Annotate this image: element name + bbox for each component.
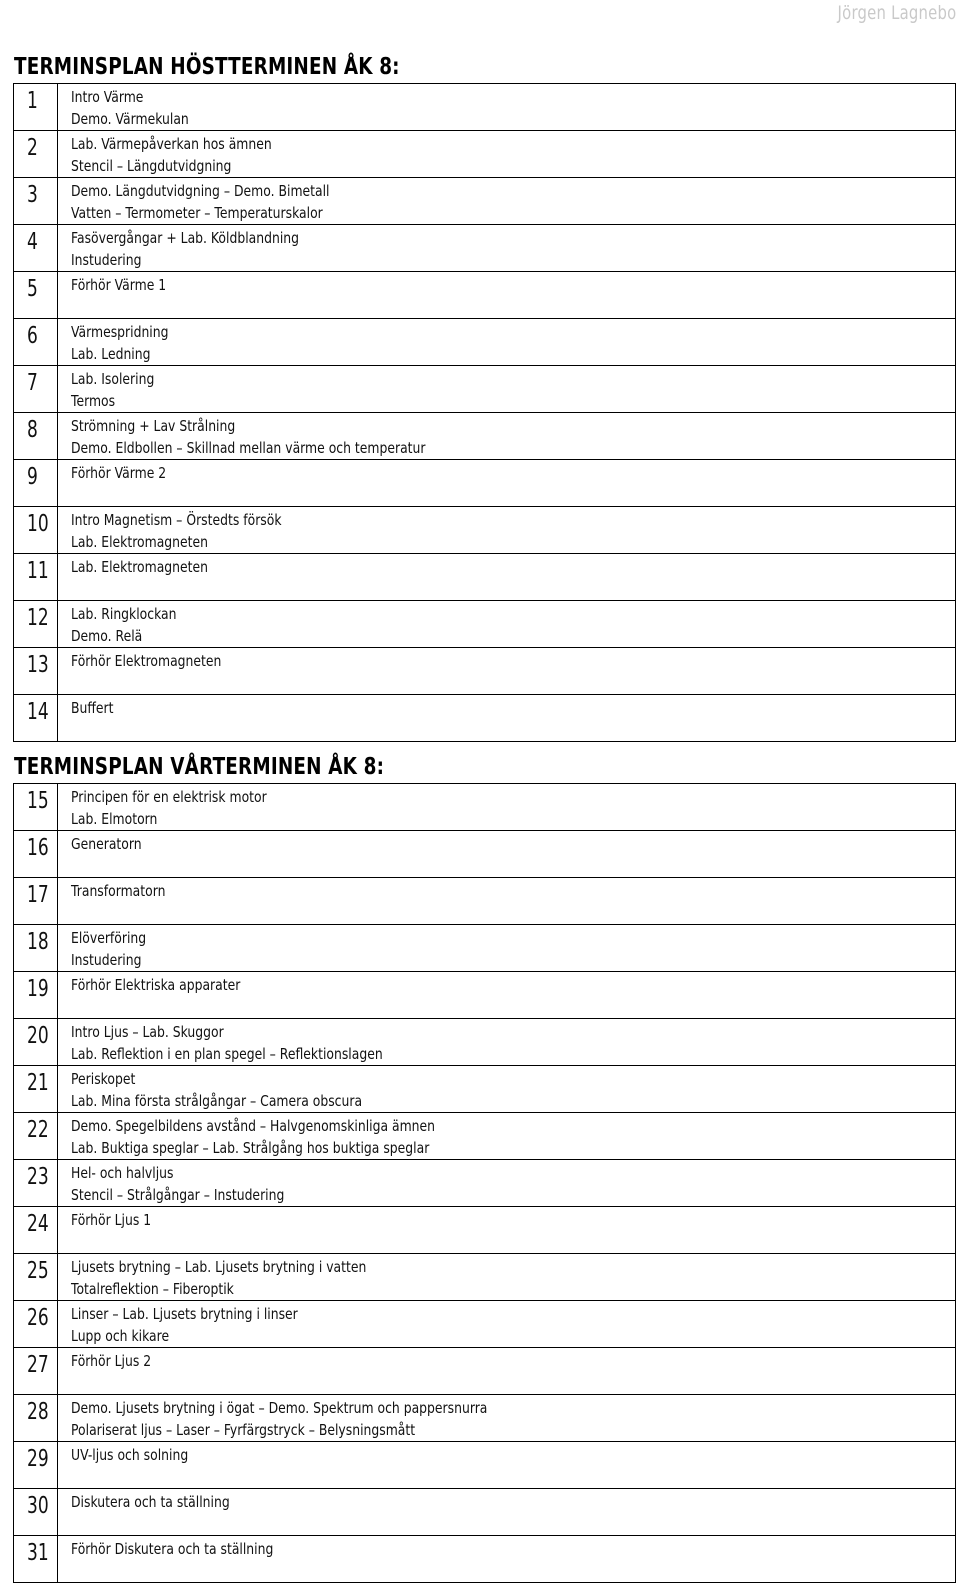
- week-activities: [58, 272, 956, 319]
- activity-line: Intro Magnetism – Örstedts försök: [71, 511, 282, 529]
- week-activities: [58, 1113, 956, 1160]
- activity-line: [71, 1466, 778, 1488]
- activity-line: Instudering: [71, 251, 142, 269]
- activity-line: [71, 672, 778, 694]
- week-number: [14, 366, 58, 413]
- week-number-text: 18: [27, 929, 49, 955]
- activity-line: [71, 296, 778, 318]
- activity-line: Förhör Elektromagneten: [71, 652, 222, 670]
- activity-line: UV-ljus och solning: [71, 1446, 189, 1464]
- activity-line: Buffert: [71, 699, 114, 717]
- week-number-text: 24: [27, 1211, 49, 1237]
- week-row: [14, 507, 956, 554]
- week-row: [14, 1301, 956, 1348]
- week-activities: [58, 1254, 956, 1301]
- week-number: [14, 601, 58, 648]
- week-number-text: 13: [27, 652, 49, 678]
- week-row: [14, 460, 956, 507]
- week-activities: [58, 1395, 956, 1442]
- week-number: [14, 925, 58, 972]
- week-activities: [58, 131, 956, 178]
- activity-line: Intro Värme: [71, 88, 144, 106]
- week-number-text: 17: [27, 882, 49, 908]
- activity-line: Vatten – Termometer – Temperaturskalor: [71, 204, 323, 222]
- week-activities: [58, 1301, 956, 1348]
- week-activities: [58, 784, 956, 831]
- activity-line: Lab. Ringklockan: [71, 605, 177, 623]
- activity-line: Diskutera och ta ställning: [71, 1493, 230, 1511]
- activity-line: Intro Ljus – Lab. Skuggor: [71, 1023, 224, 1041]
- week-row: [14, 131, 956, 178]
- autumn-plan-body: [14, 84, 956, 742]
- activity-line: Förhör Elektriska apparater: [71, 976, 241, 994]
- week-row: [14, 413, 956, 460]
- activity-line: Ljusets brytning – Lab. Ljusets brytning i vatten: [71, 1258, 367, 1276]
- week-number: [14, 554, 58, 601]
- week-row: [14, 1442, 956, 1489]
- autumn-plan-table: [13, 83, 956, 742]
- activity-line: [71, 1231, 778, 1253]
- week-row: [14, 319, 956, 366]
- week-number-text: 20: [27, 1023, 49, 1049]
- week-number-text: 27: [27, 1352, 49, 1378]
- week-number-text: 9: [27, 464, 38, 490]
- activity-line: Polariserat ljus – Laser – Fyrfärgstryck – Belysningsmått: [71, 1421, 416, 1439]
- week-activities: [58, 1536, 956, 1583]
- week-activities: [58, 831, 956, 878]
- week-number: [14, 1254, 58, 1301]
- week-number-text: 22: [27, 1117, 49, 1143]
- activity-line: Transformatorn: [71, 882, 166, 900]
- activity-line: Periskopet: [71, 1070, 136, 1088]
- week-activities: [58, 695, 956, 742]
- week-row: [14, 1207, 956, 1254]
- week-number-text: 4: [27, 229, 38, 255]
- week-number-text: 23: [27, 1164, 49, 1190]
- week-row: [14, 648, 956, 695]
- week-number: [14, 878, 58, 925]
- week-row: [14, 1489, 956, 1536]
- week-number: [14, 1301, 58, 1348]
- activity-line: Instudering: [71, 951, 142, 969]
- activity-line: Lab. Elektromagneten: [71, 558, 209, 576]
- week-activities: [58, 84, 956, 131]
- week-number: [14, 1442, 58, 1489]
- week-number-text: 19: [27, 976, 49, 1002]
- week-row: [14, 972, 956, 1019]
- activity-line: [71, 1372, 778, 1394]
- autumn-heading: TERMINSPLAN HÖSTTERMINEN ÅK 8:: [14, 54, 400, 80]
- activity-line: [71, 1513, 778, 1535]
- activity-line: Totalreflektion – Fiberoptik: [71, 1280, 234, 1298]
- activity-line: Lupp och kikare: [71, 1327, 170, 1345]
- week-activities: [58, 1348, 956, 1395]
- activity-line: Stencil – Längdutvidgning: [71, 157, 232, 175]
- week-row: [14, 84, 956, 131]
- activity-line: [71, 578, 778, 600]
- week-row: [14, 1160, 956, 1207]
- week-row: [14, 1395, 956, 1442]
- week-number: [14, 648, 58, 695]
- week-number: [14, 178, 58, 225]
- activity-line: Strömning + Lav Strålning: [71, 417, 236, 435]
- week-number-text: 3: [27, 182, 38, 208]
- week-number: [14, 1113, 58, 1160]
- week-row: [14, 1254, 956, 1301]
- activity-line: Hel- och halvljus: [71, 1164, 174, 1182]
- week-row: [14, 1348, 956, 1395]
- spring-heading: TERMINSPLAN VÅRTERMINEN ÅK 8:: [14, 754, 385, 780]
- activity-line: Demo. Ljusets brytning i ögat – Demo. Spektrum och pappersnurra: [71, 1399, 488, 1417]
- activity-line: Värmespridning: [71, 323, 169, 341]
- week-activities: [58, 972, 956, 1019]
- week-number: [14, 784, 58, 831]
- week-row: [14, 1536, 956, 1583]
- activity-line: Förhör Värme 2: [71, 464, 167, 482]
- week-number-text: 21: [27, 1070, 49, 1096]
- activity-line: Principen för en elektrisk motor: [71, 788, 267, 806]
- activity-line: [71, 719, 778, 741]
- week-number: [14, 507, 58, 554]
- week-number-text: 11: [27, 558, 49, 584]
- spring-plan-table: [13, 783, 956, 1583]
- activity-line: Elöverföring: [71, 929, 147, 947]
- week-row: [14, 1066, 956, 1113]
- week-number-text: 29: [27, 1446, 49, 1472]
- activity-line: Lab. Värmepåverkan hos ämnen: [71, 135, 272, 153]
- week-row: [14, 366, 956, 413]
- week-number: [14, 413, 58, 460]
- activity-line: Demo. Relä: [71, 627, 143, 645]
- week-number-text: 6: [27, 323, 38, 349]
- week-activities: [58, 460, 956, 507]
- week-number-text: 5: [27, 276, 38, 302]
- week-number: [14, 1395, 58, 1442]
- week-number-text: 10: [27, 511, 49, 537]
- week-number-text: 8: [27, 417, 38, 443]
- activity-line: Lab. Ledning: [71, 345, 151, 363]
- week-activities: [58, 507, 956, 554]
- week-number-text: 25: [27, 1258, 49, 1284]
- activity-line: [71, 1560, 778, 1582]
- activity-line: Linser – Lab. Ljusets brytning i linser: [71, 1305, 298, 1323]
- activity-line: Termos: [71, 392, 116, 410]
- week-number-text: 2: [27, 135, 38, 161]
- week-number: [14, 272, 58, 319]
- activity-line: Fasövergångar + Lab. Köldblandning: [71, 229, 300, 247]
- week-number: [14, 131, 58, 178]
- activity-line: Demo. Eldbollen – Skillnad mellan värme och temperatur: [71, 439, 426, 457]
- week-row: [14, 695, 956, 742]
- week-number: [14, 1160, 58, 1207]
- activity-line: Förhör Ljus 2: [71, 1352, 152, 1370]
- week-row: [14, 225, 956, 272]
- week-row: [14, 1113, 956, 1160]
- week-activities: [58, 178, 956, 225]
- week-number: [14, 1489, 58, 1536]
- week-activities: [58, 225, 956, 272]
- week-row: [14, 831, 956, 878]
- week-activities: [58, 413, 956, 460]
- activity-line: Lab. Elektromagneten: [71, 533, 209, 551]
- activity-line: [71, 855, 778, 877]
- week-activities: [58, 1019, 956, 1066]
- week-number: [14, 1536, 58, 1583]
- week-number: [14, 972, 58, 1019]
- week-row: [14, 1019, 956, 1066]
- week-activities: [58, 554, 956, 601]
- activity-line: Förhör Ljus 1: [71, 1211, 152, 1229]
- activity-line: Demo. Spegelbildens avstånd – Halvgenomskinliga ämnen: [71, 1117, 436, 1135]
- activity-line: Lab. Buktiga speglar – Lab. Strålgång hos buktiga speglar: [71, 1139, 430, 1157]
- activity-line: Generatorn: [71, 835, 142, 853]
- author-name: Jörgen Lagnebo: [837, 2, 956, 24]
- week-number: [14, 1207, 58, 1254]
- week-number-text: 28: [27, 1399, 49, 1425]
- week-number: [14, 1019, 58, 1066]
- week-number: [14, 319, 58, 366]
- week-number-text: 1: [27, 88, 38, 114]
- activity-line: Stencil – Strålgångar – Instudering: [71, 1186, 285, 1204]
- activity-line: Lab. Isolering: [71, 370, 155, 388]
- week-number: [14, 1066, 58, 1113]
- week-row: [14, 601, 956, 648]
- week-activities: [58, 1489, 956, 1536]
- week-row: [14, 272, 956, 319]
- week-activities: [58, 601, 956, 648]
- week-number-text: 12: [27, 605, 49, 631]
- activity-line: Demo. Längdutvidgning – Demo. Bimetall: [71, 182, 330, 200]
- spring-plan-body: [14, 784, 956, 1583]
- week-activities: [58, 1207, 956, 1254]
- week-number-text: 30: [27, 1493, 49, 1519]
- week-row: [14, 925, 956, 972]
- activity-line: Lab. Elmotorn: [71, 810, 158, 828]
- week-activities: [58, 1442, 956, 1489]
- week-number-text: 14: [27, 699, 49, 725]
- week-number-text: 16: [27, 835, 49, 861]
- week-number: [14, 831, 58, 878]
- activity-line: [71, 902, 778, 924]
- week-number: [14, 84, 58, 131]
- activity-line: [71, 484, 778, 506]
- week-number-text: 31: [27, 1540, 49, 1566]
- week-activities: [58, 1160, 956, 1207]
- activity-line: [71, 996, 778, 1018]
- week-number: [14, 1348, 58, 1395]
- week-activities: [58, 319, 956, 366]
- week-number-text: 7: [27, 370, 38, 396]
- activity-line: Förhör Diskutera och ta ställning: [71, 1540, 274, 1558]
- week-activities: [58, 925, 956, 972]
- week-activities: [58, 648, 956, 695]
- activity-line: Förhör Värme 1: [71, 276, 167, 294]
- week-number: [14, 460, 58, 507]
- week-number: [14, 225, 58, 272]
- week-number: [14, 695, 58, 742]
- week-row: [14, 178, 956, 225]
- week-activities: [58, 1066, 956, 1113]
- week-activities: [58, 366, 956, 413]
- week-row: [14, 784, 956, 831]
- week-row: [14, 878, 956, 925]
- activity-line: Demo. Värmekulan: [71, 110, 189, 128]
- activity-line: Lab. Reflektion i en plan spegel – Reflektionslagen: [71, 1045, 383, 1063]
- week-number-text: 26: [27, 1305, 49, 1331]
- week-activities: [58, 878, 956, 925]
- activity-line: Lab. Mina första strålgångar – Camera obscura: [71, 1092, 363, 1110]
- week-number-text: 15: [27, 788, 49, 814]
- week-row: [14, 554, 956, 601]
